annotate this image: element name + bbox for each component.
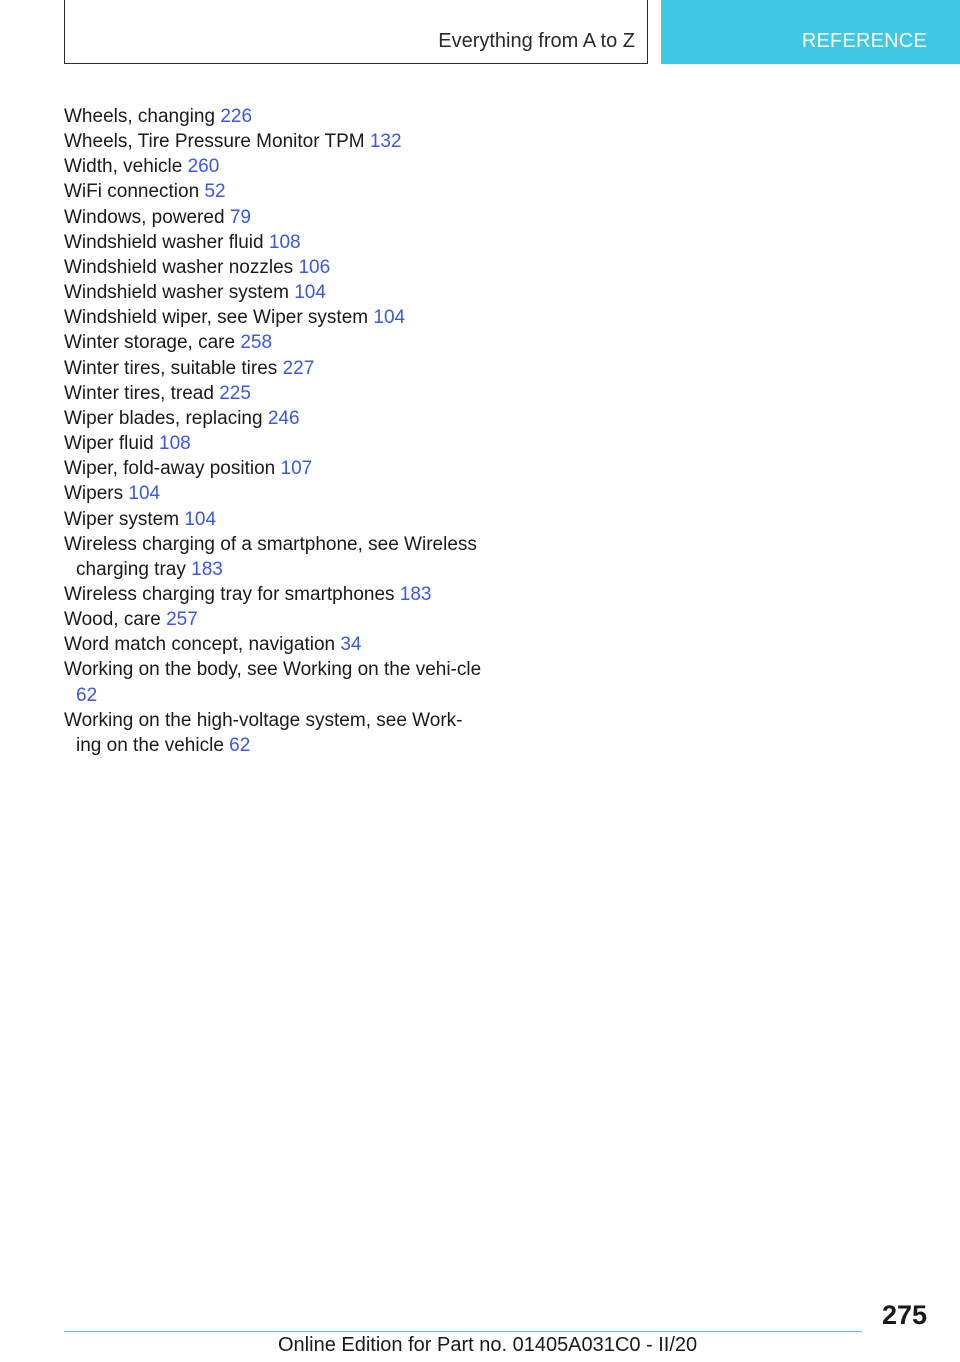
index-entry-label: Wheels, changing — [64, 106, 216, 127]
index-entry-label: Wireless charging tray for smartphones — [64, 583, 395, 605]
index-entry — [64, 456, 484, 481]
chapter-header — [64, 0, 648, 64]
index-entry — [64, 230, 484, 255]
index-entry — [64, 657, 484, 707]
index-entry — [64, 255, 484, 280]
index-entry-label: Windshield washer system — [64, 282, 289, 304]
index-entry-page-link[interactable]: 227 — [282, 357, 315, 379]
page-number: 275 — [881, 1300, 927, 1330]
index-entry-label: Windows, powered — [64, 206, 225, 228]
index-entry-page-link[interactable]: 258 — [240, 332, 273, 354]
index-entry — [64, 356, 484, 381]
index-entry-label: Working on the high-voltage system, see Work‐ing on the vehicle — [64, 709, 463, 756]
chapter-title: Everything from A to Z — [438, 30, 635, 52]
index-entry-page-link[interactable]: 246 — [267, 407, 300, 429]
index-entry — [64, 406, 484, 431]
index-entry — [64, 507, 484, 532]
index-entry-label: Windshield washer fluid — [64, 231, 264, 253]
index-entry-label: WiFi connection — [64, 181, 200, 203]
section-tab-label: REFERENCE — [801, 30, 927, 52]
index-entry-label: Word match concept, navigation — [64, 634, 336, 656]
index-entry-label: Wood, care — [64, 609, 161, 631]
index-entry-label: Wipers — [64, 483, 124, 505]
index-entry — [64, 330, 484, 355]
index-entry-page-link[interactable]: 52 — [204, 181, 226, 203]
index-entry-page-link[interactable]: 34 — [340, 634, 362, 656]
index-entry-page-link[interactable]: 104 — [184, 508, 217, 530]
section-tab — [661, 0, 960, 64]
footer-divider — [64, 1331, 862, 1332]
index-entry-page-link[interactable]: 183 — [191, 558, 223, 580]
index-entry-page-link[interactable]: 104 — [128, 483, 161, 505]
index-entry-page-link[interactable]: 104 — [373, 307, 406, 329]
index-entry-label: Wiper, fold-away position — [64, 458, 276, 480]
index-entry-label: Windshield wiper, see Wiper system — [64, 307, 369, 329]
index-entry — [64, 632, 484, 657]
index-entry-page-link[interactable]: 257 — [166, 609, 198, 631]
footer-edition-text: Online Edition for Part no. 01405A031C0 - II/20 — [278, 1334, 698, 1356]
index-entry-page-link[interactable]: 260 — [187, 156, 220, 178]
index-entry-page-link[interactable]: 62 — [76, 684, 98, 706]
index-entry-page-link[interactable]: 104 — [294, 282, 326, 304]
index-entry — [64, 305, 484, 330]
index-entry-label: Wiper blades, replacing — [64, 407, 263, 429]
index-entry-label: Wheels, Tire Pressure Monitor TPM — [64, 131, 365, 153]
index-entry — [64, 381, 484, 406]
index-entry-page-link[interactable]: 132 — [369, 131, 402, 153]
index-entry-label: Wiper system — [64, 508, 180, 530]
index-entry-label: Windshield washer nozzles — [64, 256, 294, 278]
index-entry-label: Working on the body, see Working on the vehi‐cle — [64, 659, 482, 681]
index-entry-label: Winter tires, tread — [64, 382, 214, 404]
index-entry — [64, 129, 484, 154]
index-entry — [64, 154, 484, 179]
index-entry-page-link[interactable]: 107 — [280, 458, 313, 480]
index-entry — [64, 431, 484, 456]
index-entry-page-link[interactable]: 226 — [220, 106, 253, 127]
index-entry-page-link[interactable]: 106 — [298, 256, 331, 278]
index-entry-page-link[interactable]: 225 — [219, 382, 251, 404]
index-entry — [64, 582, 484, 607]
index-entry-label: Width, vehicle — [64, 156, 183, 178]
index-entry — [64, 532, 484, 582]
index-entry-page-link[interactable]: 79 — [229, 206, 251, 228]
index-entry — [64, 104, 484, 129]
index-entry-page-link[interactable]: 183 — [399, 583, 432, 605]
index-entry — [64, 205, 484, 230]
index-entry-page-link[interactable]: 108 — [268, 231, 301, 253]
index-entry — [64, 280, 484, 305]
index-entry-label: Winter storage, care — [64, 332, 236, 354]
index-entry — [64, 179, 484, 204]
index-list — [64, 104, 484, 758]
index-entry — [64, 708, 484, 758]
index-entry-label: Wiper fluid — [64, 433, 154, 455]
index-entry — [64, 481, 484, 506]
index-entry-page-link[interactable]: 62 — [229, 734, 251, 756]
index-entry-label: Winter tires, suitable tires — [64, 357, 278, 379]
index-entry-page-link[interactable]: 108 — [159, 433, 191, 455]
index-entry-label: Wireless charging of a smartphone, see Wireless charging tray — [64, 533, 477, 580]
index-entry — [64, 607, 484, 632]
